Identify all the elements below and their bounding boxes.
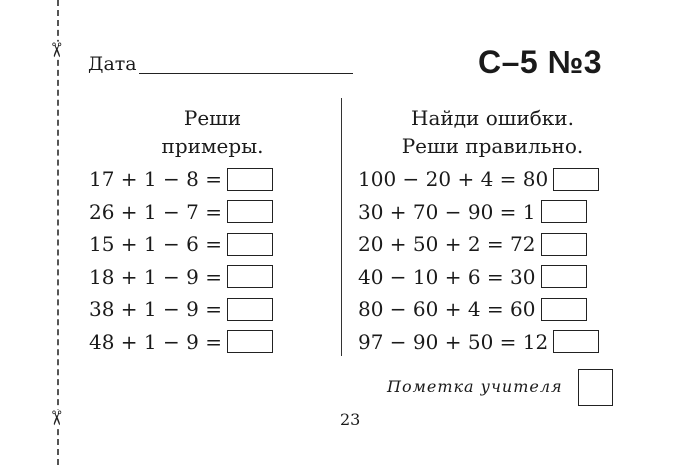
teacher-note-label: Пометка учителя [387, 377, 563, 396]
example-expression: 38 + 1 − 9 = [89, 297, 222, 322]
right-column-heading [380, 104, 605, 160]
answer-box[interactable] [541, 298, 587, 321]
date-label: Дата [88, 53, 137, 75]
example-row [89, 326, 273, 359]
answer-box[interactable] [227, 330, 273, 353]
example-row [358, 228, 599, 261]
left-examples [89, 163, 273, 358]
example-expression: 30 + 70 − 90 = 1 [358, 199, 536, 224]
example-row [358, 163, 599, 196]
right-heading-line: Реши правильно. [401, 134, 584, 158]
example-row [358, 261, 599, 294]
example-row [358, 326, 599, 359]
example-expression: 48 + 1 − 9 = [89, 329, 222, 354]
scissors-icon: ✂ [44, 409, 69, 427]
example-expression: 40 − 10 + 6 = 30 [358, 264, 536, 289]
answer-box[interactable] [553, 330, 599, 353]
example-expression: 20 + 50 + 2 = 72 [358, 232, 536, 257]
example-row [89, 261, 273, 294]
answer-box[interactable] [553, 168, 599, 191]
date-field [88, 55, 353, 74]
example-expression: 17 + 1 − 8 = [89, 167, 222, 192]
answer-box[interactable] [227, 168, 273, 191]
answer-box[interactable] [541, 200, 587, 223]
answer-box[interactable] [227, 200, 273, 223]
teacher-mark-box[interactable] [578, 369, 613, 406]
answer-box[interactable] [541, 233, 587, 256]
example-expression: 26 + 1 − 7 = [89, 199, 222, 224]
answer-box[interactable] [541, 265, 587, 288]
example-row [358, 196, 599, 229]
answer-box[interactable] [227, 298, 273, 321]
left-heading-line: Реши [183, 106, 242, 130]
scissors-icon: ✂ [44, 41, 69, 59]
example-row [89, 163, 273, 196]
cut-line [57, 0, 59, 465]
example-expression: 15 + 1 − 6 = [89, 232, 222, 257]
column-divider [341, 98, 342, 356]
date-blank-line[interactable] [139, 55, 353, 74]
example-expression: 80 − 60 + 4 = 60 [358, 297, 536, 322]
answer-box[interactable] [227, 233, 273, 256]
left-column-heading [140, 104, 285, 160]
example-row [89, 196, 273, 229]
answer-box[interactable] [227, 265, 273, 288]
example-row [358, 293, 599, 326]
right-heading-line: Найди ошибки. [411, 106, 574, 130]
lesson-code: С–5 №3 [478, 44, 603, 80]
right-examples [358, 163, 599, 358]
example-expression: 97 − 90 + 50 = 12 [358, 329, 549, 354]
example-expression: 100 − 20 + 4 = 80 [358, 167, 549, 192]
example-row [89, 228, 273, 261]
example-expression: 18 + 1 − 9 = [89, 264, 222, 289]
left-heading-line: примеры. [161, 134, 264, 158]
page-number: 23 [340, 410, 361, 429]
example-row [89, 293, 273, 326]
